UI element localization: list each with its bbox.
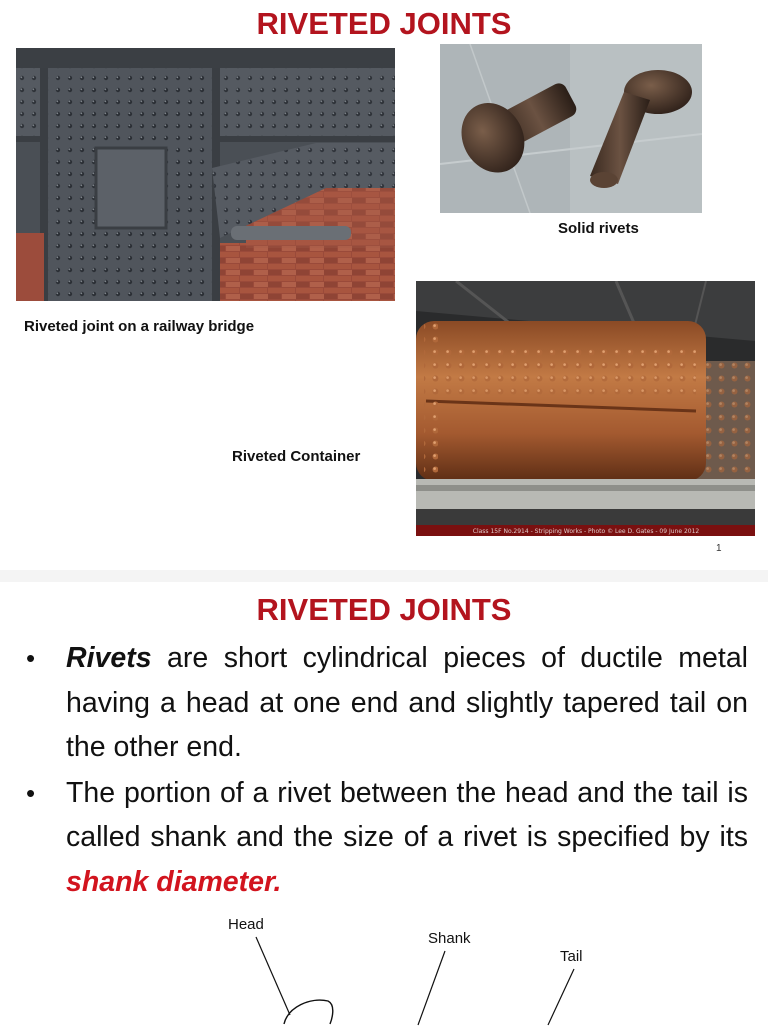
rivet-head-outline	[284, 1000, 333, 1024]
caption-solid-rivets: Solid rivets	[558, 220, 639, 237]
leader-line-shank	[418, 951, 445, 1025]
slide-2-title: RIVETED JOINTS	[256, 592, 512, 627]
slide-2	[0, 582, 768, 1024]
bullet-1-text: are short cylindrical pieces of ductile metal having a head at one end and slightly tapered tail on the other end.	[66, 642, 748, 763]
label-shank: Shank	[428, 930, 471, 947]
slide-1-title: RIVETED JOINTS	[256, 6, 512, 41]
riveted-container-photo	[416, 281, 755, 536]
leader-line-head	[256, 937, 290, 1015]
bullet-dot: •	[26, 643, 36, 673]
rivet-diagram	[180, 907, 620, 1027]
bullet-dot: •	[26, 777, 36, 808]
term-rivets: Rivets	[66, 642, 152, 674]
bullet-rivets-definition	[24, 636, 748, 770]
term-shank-diameter: shank diameter.	[66, 865, 282, 898]
solid-rivets-photo	[440, 44, 702, 213]
leader-line-tail	[548, 969, 574, 1025]
label-tail: Tail	[560, 948, 583, 965]
slide-separator	[0, 570, 768, 582]
caption-riveted-container: Riveted Container	[232, 448, 361, 465]
bullet-shank	[24, 771, 748, 905]
caption-railway-bridge: Riveted joint on a railway bridge	[24, 318, 255, 335]
page-number: 1	[716, 543, 722, 554]
label-head: Head	[228, 916, 264, 933]
bullet-list	[24, 636, 748, 905]
bullet-2-text: The portion of a rivet between the head and the tail is called shank and the size of a rivet is specified by its	[66, 776, 748, 853]
railway-bridge-photo	[16, 48, 395, 301]
container-photo-credit: Class 15F No.2914 - Stripping Works - Photo © Lee D. Gates - 09 June 2012	[472, 528, 700, 535]
